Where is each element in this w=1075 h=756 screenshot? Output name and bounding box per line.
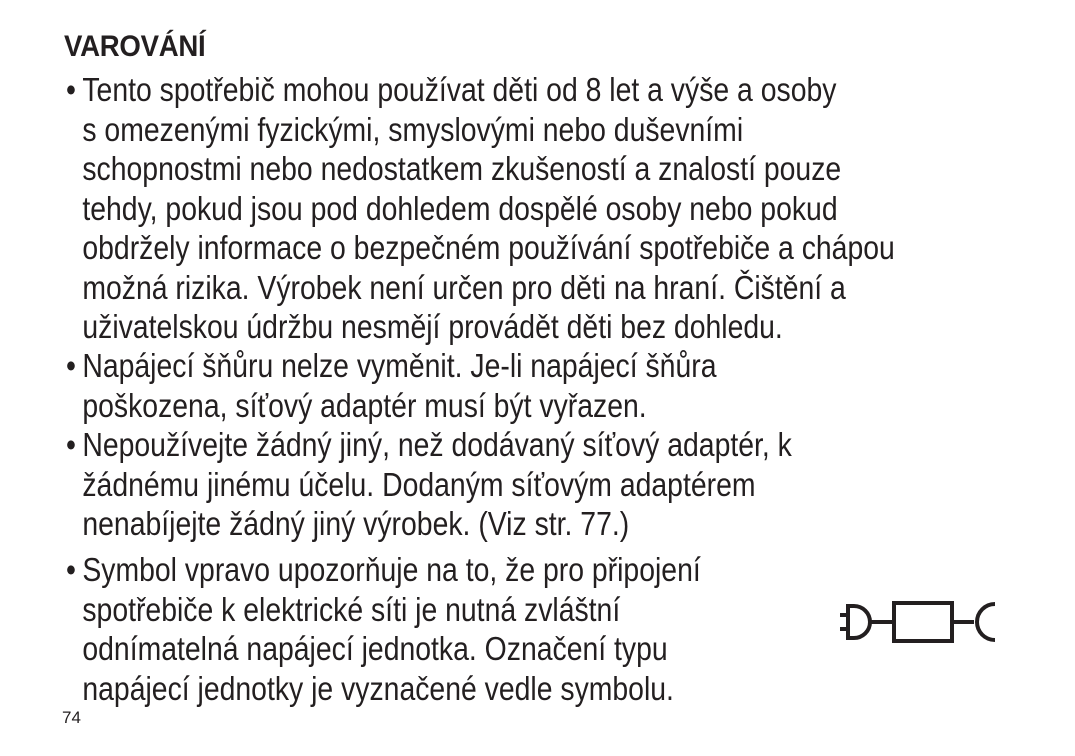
bullet-text xyxy=(82,550,700,708)
page-number: 74 xyxy=(62,708,81,727)
bullet-text xyxy=(82,346,716,425)
bullet-text xyxy=(82,425,792,544)
text-line: napájecí jednotky je vyznačené vedle symbolu. xyxy=(82,669,674,707)
detachable-power-supply-unit-icon xyxy=(838,596,1000,648)
text-line: spotřebiče k elektrické síti je nutná zvláštní xyxy=(82,590,621,628)
text-line: s omezenými fyzickými, smyslovými nebo duševními xyxy=(82,110,744,148)
text-line: Nepoužívejte žádný jiný, než dodávaný síťový adaptér, k xyxy=(82,426,792,463)
warning-heading: VAROVÁNÍ xyxy=(64,30,206,63)
text-line: obdržely informace o bezpečném používání spotřebiče a chápou xyxy=(82,229,895,266)
bullet-item xyxy=(66,70,895,347)
bullet-dot: • xyxy=(66,426,76,463)
bullet-dot: • xyxy=(66,71,76,108)
bullet-dot: • xyxy=(66,551,76,588)
bullet-text xyxy=(82,70,894,347)
text-line: poškozena, síťový adaptér musí být vyřazen. xyxy=(82,386,647,424)
text-line: nenabíjejte žádný jiný výrobek. (Viz str. 77.) xyxy=(82,505,630,542)
text-line: Tento spotřebič mohou používat děti od 8 let a výše a osoby xyxy=(82,71,837,108)
bullet-item xyxy=(66,346,716,425)
bullet-dot: • xyxy=(66,347,76,384)
text-line: odnímatelná napájecí jednotka. Označení typu xyxy=(82,630,668,667)
text-line: uživatelskou údržbu nesmějí provádět děti bez dohledu. xyxy=(82,308,783,345)
text-line: Symbol vpravo upozorňuje na to, že pro připojení xyxy=(82,551,701,588)
bullet-item xyxy=(66,550,701,708)
text-line: možná rizika. Výrobek není určen pro děti na hraní. Čištění a xyxy=(82,268,846,306)
text-line: schopnostmi nebo nedostatkem zkušeností a znalostí pouze xyxy=(82,150,842,187)
bullet-item xyxy=(66,425,792,544)
text-line: tehdy, pokud jsou pod dohledem dospělé osoby nebo pokud xyxy=(82,189,838,227)
text-line: Napájecí šňůru nelze vyměnit. Je-li napájecí šňůra xyxy=(82,347,717,384)
text-line: žádnému jinému účelu. Dodaným síťovým adaptérem xyxy=(82,465,756,503)
